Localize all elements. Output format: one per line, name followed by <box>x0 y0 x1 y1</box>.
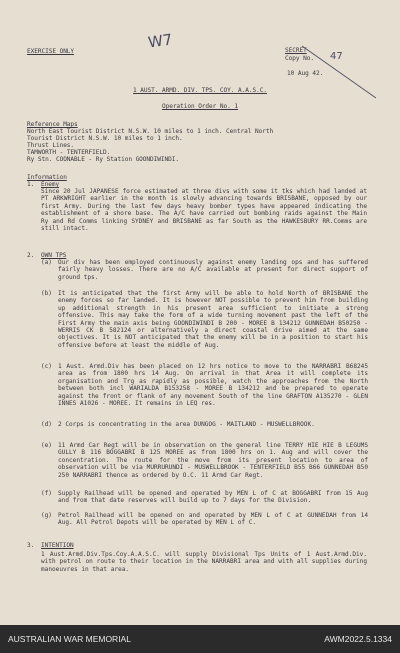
secret-marking: SECRET <box>285 47 307 54</box>
footer-catalogue-number: AWM2022.5.1334 <box>324 634 392 644</box>
information-heading: Information <box>27 174 67 181</box>
reference-maps-heading: Reference Maps <box>27 121 78 128</box>
reference-map-line: TAMWORTH - TENTERFIELD. <box>27 149 111 156</box>
item-label: (a) <box>41 259 52 266</box>
item-paragraph: 1 Aust. Armd.Div has been placed on 12 hrs notice to move to the NARRABRI B68245 area as from 1800 hrs 14 Aug. On arrival in that Area it will complete its organisation and Trg as rapidly as possible, watch the approaches from the North between both incl WARIALDA B153258 - MOREE B 134212 and be prepared to operate against the front or flank of any movement South of the line GRAFTON A135270 - GLEN INNES A1026 - MOREE. It remains in LEQ res. <box>58 363 368 408</box>
item-label: (f) <box>41 490 52 497</box>
handwritten-mark: W7 <box>146 30 174 52</box>
order-title: Operation Order No. 1 <box>162 103 238 110</box>
item-label: (d) <box>41 421 52 428</box>
reference-map-line: Thrust Lines. <box>27 142 75 149</box>
copy-number: 47 <box>330 51 343 62</box>
document-date: 10 Aug 42. <box>287 70 324 77</box>
intention-paragraph: 1 Aust.Armd.Div.Tps.Coy.A.A.S.C. will supply Divisional Tps Units of 1 Aust.Armd.Div. with petrol on route to their location in the NARRABRI area and with all supplies during manoeuvres in that area. <box>41 551 367 573</box>
enemy-heading: Enemy <box>41 181 60 188</box>
item-paragraph: 2 Corps is concentrating in the area DUNGOG - MAITLAND - MUSWELLBROOK. <box>58 421 315 428</box>
item-paragraph: It is anticipated that the first Army will be able to hold North of BRISBANE the enemy forces so far landed. It is however NOT possible to prevent him from building up additional strength in his present area sufficient to initiate a strong offensive. This may take the form of a wide turning movement past the left of the First Army the main axis being GOONDIWINDI B 200 - MOREE B 134212 GUNNEDAH B50250 - WERRIS CK B 582124 or alternatively a direct coastal drive aimed at the same objectives. It is NOT anticipated that the enemy will be in a position to start his offensive before at least the middle of Aug. <box>58 290 368 349</box>
footer-bar <box>0 625 400 653</box>
item-paragraph: Supply Railhead will be opened and operated by MEN L of C at BOGGABRI from 15 Aug and from that date reserves will build up to 7 days for the Division. <box>58 490 368 505</box>
unit-title: 1 AUST. ARMD. DIV. TPS. COY. A.A.S.C. <box>133 87 267 94</box>
item-label: (c) <box>41 363 52 370</box>
enemy-paragraph: Since 20 Jul JAPANESE force estimated at three divs with some it tks which had landed at PT ARKWRIGHT earlier in the month is slowly advancing towards BRISBANE, opposed by our first Army. During the last few days heavy bomber types have appeared indicating the establishment of a shore base. The A/C have carried out bombing raids against the Main Ry and Rd Comms linking SYDNEY and BRISBANE as far South as the HAWKESBURY RR.Comms are still intact. <box>41 188 367 233</box>
reference-map-line: Ry Stn. COONABLE - Ry Station GOONDIWINDI. <box>27 156 179 163</box>
item-paragraph: Our div has been employed continuously against enemy landing ops and has suffered fairly heavy losses. There are no A/C available at present for direct support of ground tps. <box>58 259 368 281</box>
para-number: 3. <box>27 542 35 549</box>
copy-label: Copy No. <box>285 55 314 62</box>
item-label: (g) <box>41 512 52 519</box>
item-paragraph: 11 Armd Car Regt will be in observation on the general line TERRY HIE HIE B LEGUMS GULLY B 116 BOGGABRI B 125 MOREE as from 1800 hrs on 1. Aug and will cover the concentration. The route for the move from its present location to area of observation will be via MURRURUNDI - MUSWELLBROOK - TENTERFIELD B55 B66 GUNNEDAH B50 250 NARRABRI thence as ordered by O.C. 11 Armd Car Regt. <box>58 442 368 479</box>
para-number: 1. <box>27 181 35 188</box>
reference-map-line: Tourist District N.S.W. 10 miles to 1 inch. <box>27 135 183 142</box>
item-label: (e) <box>41 442 52 449</box>
classification-marking: EXERCISE ONLY <box>27 48 75 55</box>
item-paragraph: Petrol Railhead will be opened on and operated by MEN L of C at GUNNEDAH from 14 Aug. All Petrol Depots will be operated by MEN L of C. <box>58 512 368 527</box>
footer-archive-name: AUSTRALIAN WAR MEMORIAL <box>8 634 131 644</box>
own-tps-heading: OWN TPS <box>41 252 67 259</box>
intention-heading: INTENTION <box>41 542 74 549</box>
item-label: (b) <box>41 290 52 297</box>
para-number: 2. <box>27 252 35 259</box>
reference-map-line: North East Tourist District N.S.W. 10 miles to 1 inch. Central North <box>27 128 274 135</box>
